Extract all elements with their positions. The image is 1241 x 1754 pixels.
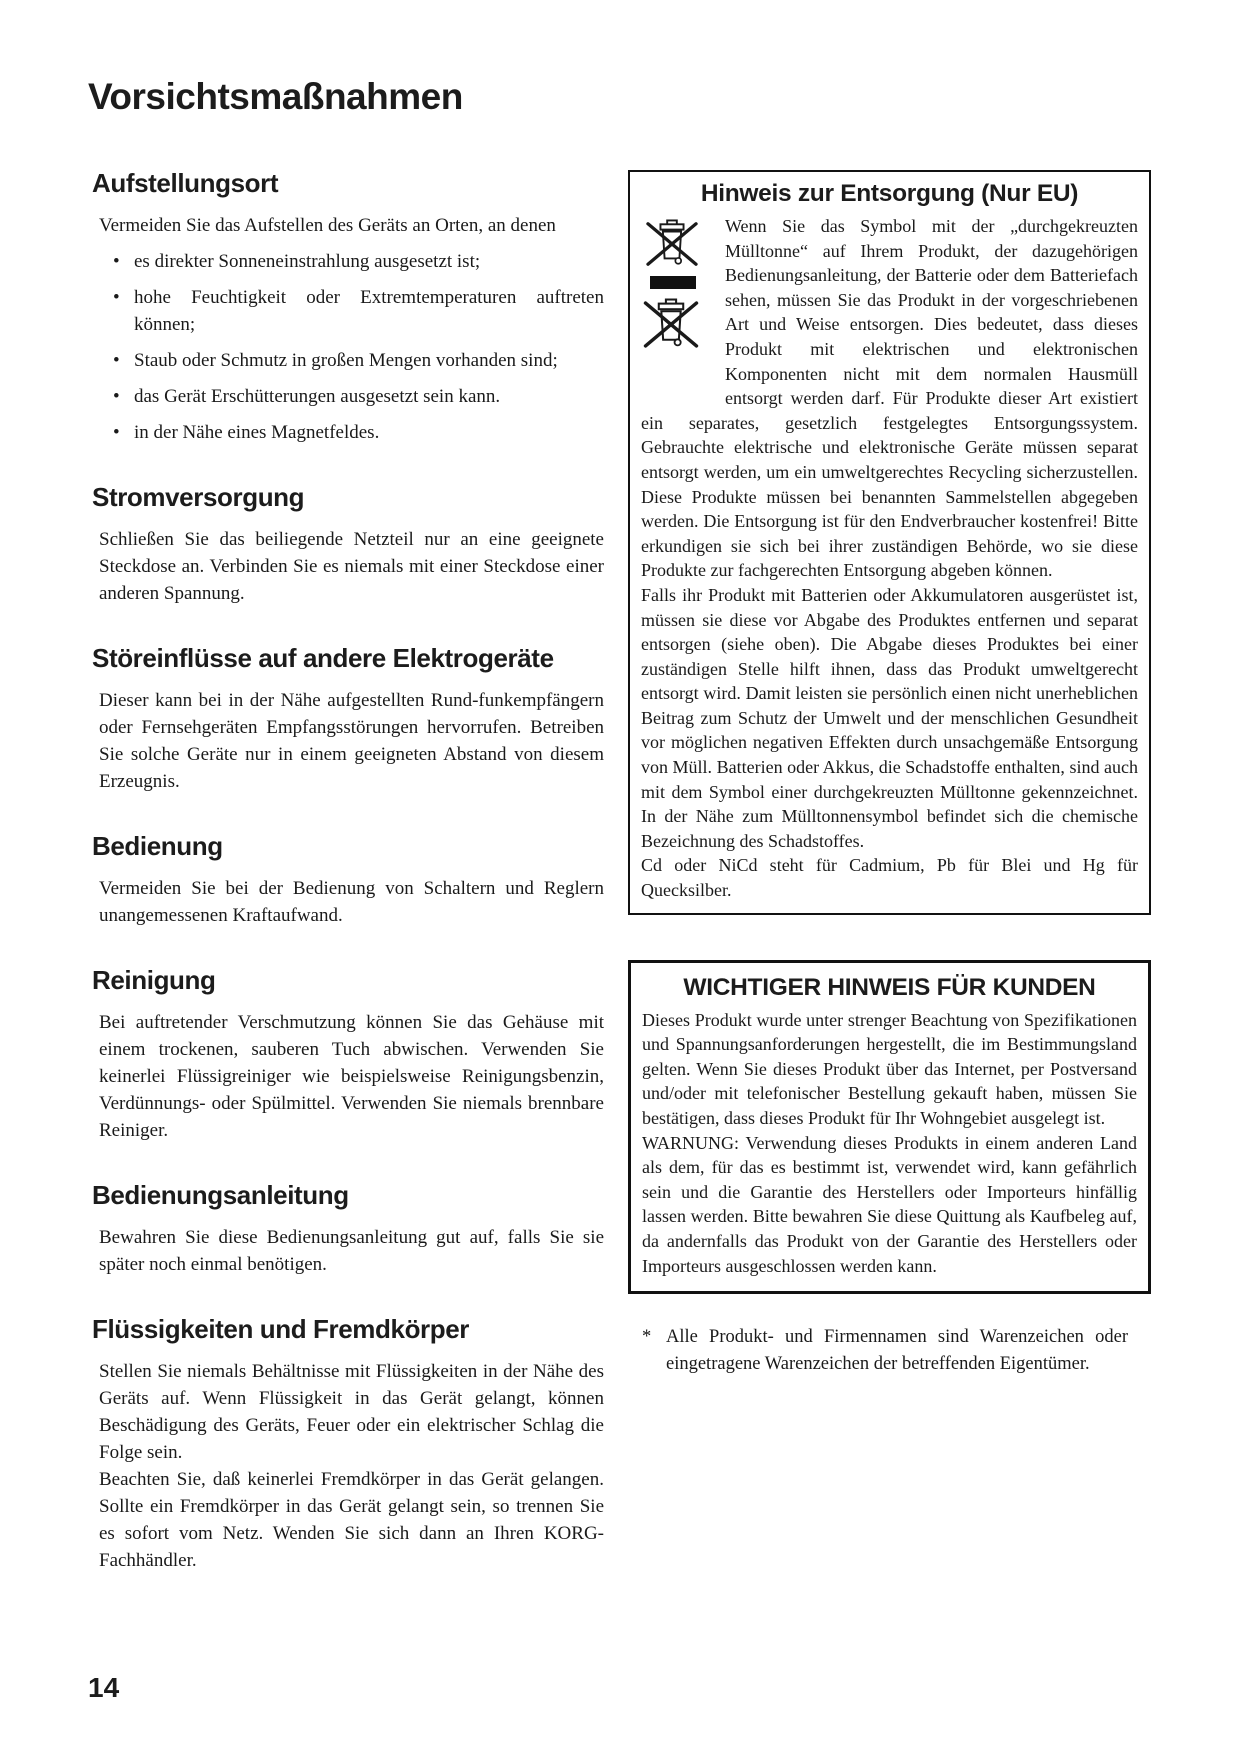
section-heading: Stromversorgung [92,482,305,512]
customer-paragraph: Dieses Produkt wurde unter strenger Beachtung von Spezifikationen und Spannungsanforderungen hergestellt, die im Bestimmungsland gelten. Wenn Sie dieses Produkt über das Internet, per Postversand und/oder mit telefonischer Bestellung gekauft haben, müssen Sie bestätigen, dass dieses Produkt für Ihr Wohngebiet ausgelegt ist. [642,1009,1137,1128]
disposal-box-title: Hinweis zur Entsorgung (Nur EU) [700,180,1079,207]
list-item [113,248,604,275]
disposal-paragraph: Wenn Sie das Symbol mit der „durchgekreuzten Mülltonne“ auf Ihrem Produkt, der dazugehörigen Bedienungsanleitung, der Batterie oder dem Batteriefach sehen, müssen Sie das Produkt in der vorgeschriebenen Art und Weise entsorgen. Dies bedeutet, dass dieses Produkt mit elektrischen und elektronischen Komponenten nicht mit dem normalen Hausmüll entsorgt werden darf. Für Produkte dieser Art existiert ein separates, gesetzlich festgelegtes Entsorgungssystem. Gebrauchte elektrische und elektronische Geräte müssen separat entsorgt werden, um ein umweltgerechtes Recycling sicherzustellen. Diese Produkte müssen bei benannten Sammelstellen abgegeben werden. Die Entsorgung ist für den Endverbraucher kostenfrei! Bitte erkundigen sie sich bei ihrer zuständigen Behörde, wo sie diese Produkte zur fachgerechten Entsorgung abgeben können. [641,216,1138,581]
section-heading: Aufstellungsort [92,168,279,198]
bullet-icon: • [113,251,120,272]
section-heading: Bedienungsanleitung [92,1180,349,1210]
section-reinigung [92,965,604,1144]
crossed-out-wheelie-bin-icon [645,219,699,269]
disposal-notice-box [628,170,1151,915]
section-paragraph: Vermeiden Sie bei der Bedienung von Schaltern und Reglern unangemessenen Kraftaufwand. [99,878,604,926]
bullet-icon: • [113,350,120,371]
page-title: Vorsichtsmaßnahmen [88,76,463,117]
section-heading: Reinigung [92,965,216,995]
list-item [113,419,604,446]
footnote-text: Alle Produkt- und Firmennamen sind Warenzeichen oder eingetragene Warenzeichen der betreffenden Eigentümer. [666,1327,1128,1375]
list-item-text: hohe Feuchtigkeit oder Extremtemperaturen auftreten können; [134,287,604,335]
section-aufstellungsort [92,168,604,446]
list-item-text: in der Nähe eines Magnetfeldes. [134,422,380,443]
weee-symbol-column [641,217,719,389]
bullet-icon: • [113,287,120,308]
bullet-icon: • [113,386,120,407]
section-paragraph: Bei auftretender Verschmutzung können Sie das Gehäuse mit einem trockenen, sauberen Tuch abwischen. Verwenden Sie keinerlei Flüssigreiniger wie beispielsweise Reinigungsbenzin, Verdünnungs- oder Spülmittel. Verwenden Sie niemals brennbare Reiniger. [99,1012,604,1141]
section-heading: Flüssigkeiten und Fremdkörper [92,1314,470,1344]
crossed-out-wheelie-bin-icon [642,298,700,351]
left-column [92,168,604,1574]
section-paragraph: Schließen Sie das beiliegende Netzteil nur an eine geeignete Steckdose an. Verbinden Sie es niemals mit einer Steckdose einer anderen Spannung. [99,529,604,604]
section-paragraph: Beachten Sie, daß keinerlei Fremdkörper in das Gerät gelangen. Sollte ein Fremdkörper in das Gerät gelangt sein, so trennen Sie es sofort vom Netz. Wenden Sie sich dann an Ihren KORG-Fachhändler. [99,1469,604,1571]
disposal-paragraph: Cd oder NiCd steht für Cadmium, Pb für Blei und Hg für Quecksilber. [641,855,1138,901]
disposal-paragraph: Falls ihr Produkt mit Batterien oder Akkumulatoren ausgerüstet ist, müssen sie diese vor Abgabe des Produktes entfernen und separat entsorgen (siehe oben). Die Abgabe dieses Produktes bei einer zuständigen Stelle hilft ihnen, dass das Produkt umweltgerecht entsorgt wird. Damit leisten sie persönlich einen nicht unerheblichen Beitrag zum Schutz der Umwelt und der menschlichen Gesundheit vor möglichen negativen Effekten durch unsachgemäße Entsorgung von Müll. Batterien oder Akkus, die Schadstoffe enthalten, sind auch mit dem Symbol einer durchgekreuzten Mülltonne gekennzeichnet. In der Nähe zum Mülltonnensymbol befindet sich die chemische Bezeichnung des Schadstoffes. [641,584,1138,851]
footnote-marker: * [642,1327,652,1348]
customer-notice-box [628,960,1151,1295]
section-paragraph: Dieser kann bei in der Nähe aufgestellten Rund-funkempfängern oder Fernsehgeräten Empfangsstörungen hervorrufen. Betreiben Sie solche Geräte nur in einem geeigneten Abstand von diesem Erzeugnis. [99,690,604,792]
section-heading: Störeinflüsse auf andere Elektrogeräte [92,643,554,673]
list-item [113,383,604,410]
section-fluessigkeiten [92,1314,604,1574]
section-paragraph: Vermeiden Sie das Aufstellen des Geräts an Orten, an denen [99,215,556,236]
customer-box-title: WICHTIGER HINWEIS FÜR KUNDEN [683,973,1096,1001]
section-stoereinfluesse [92,643,604,795]
section-paragraph: Bewahren Sie diese Bedienungsanleitung gut auf, falls Sie sie später noch einmal benötigen. [99,1227,604,1275]
list-item [113,284,604,338]
bullet-list [99,248,604,446]
section-bedienungsanleitung [92,1180,604,1278]
solid-black-bar-icon [650,276,696,289]
page-number: 14 [88,1672,120,1703]
list-item-text: es direkter Sonneneinstrahlung ausgesetzt ist; [134,251,481,272]
trademark-footnote [628,1324,1128,1378]
section-heading: Bedienung [92,831,223,861]
section-paragraph: Stellen Sie niemals Behältnisse mit Flüssigkeiten in der Nähe des Geräts auf. Wenn Flüssigkeit in das Gerät gelangt, können Beschädigung des Geräts, Feuer oder ein elektrischer Schlag die Folge sein. [99,1361,604,1463]
right-column [628,170,1151,1378]
section-bedienung [92,831,604,929]
list-item [113,347,604,374]
list-item-text: Staub oder Schmutz in großen Mengen vorhanden sind; [134,350,558,371]
list-item-text: das Gerät Erschütterungen ausgesetzt sein kann. [134,386,501,407]
customer-paragraph: WARNUNG: Verwendung dieses Produkts in einem anderen Land als dem, für das es bestimmt ist, verwendet wird, kann gefährlich sein und die Garantie des Herstellers oder Importeurs hinfällig lassen werden. Bitte bewahren Sie diese Quittung als Kaufbeleg auf, da andernfalls das Produkt von der Garantie des Herstellers oder Importeurs ausgeschlossen werden kann. [642,1132,1137,1276]
bullet-icon: • [113,422,120,443]
section-stromversorgung [92,482,604,607]
